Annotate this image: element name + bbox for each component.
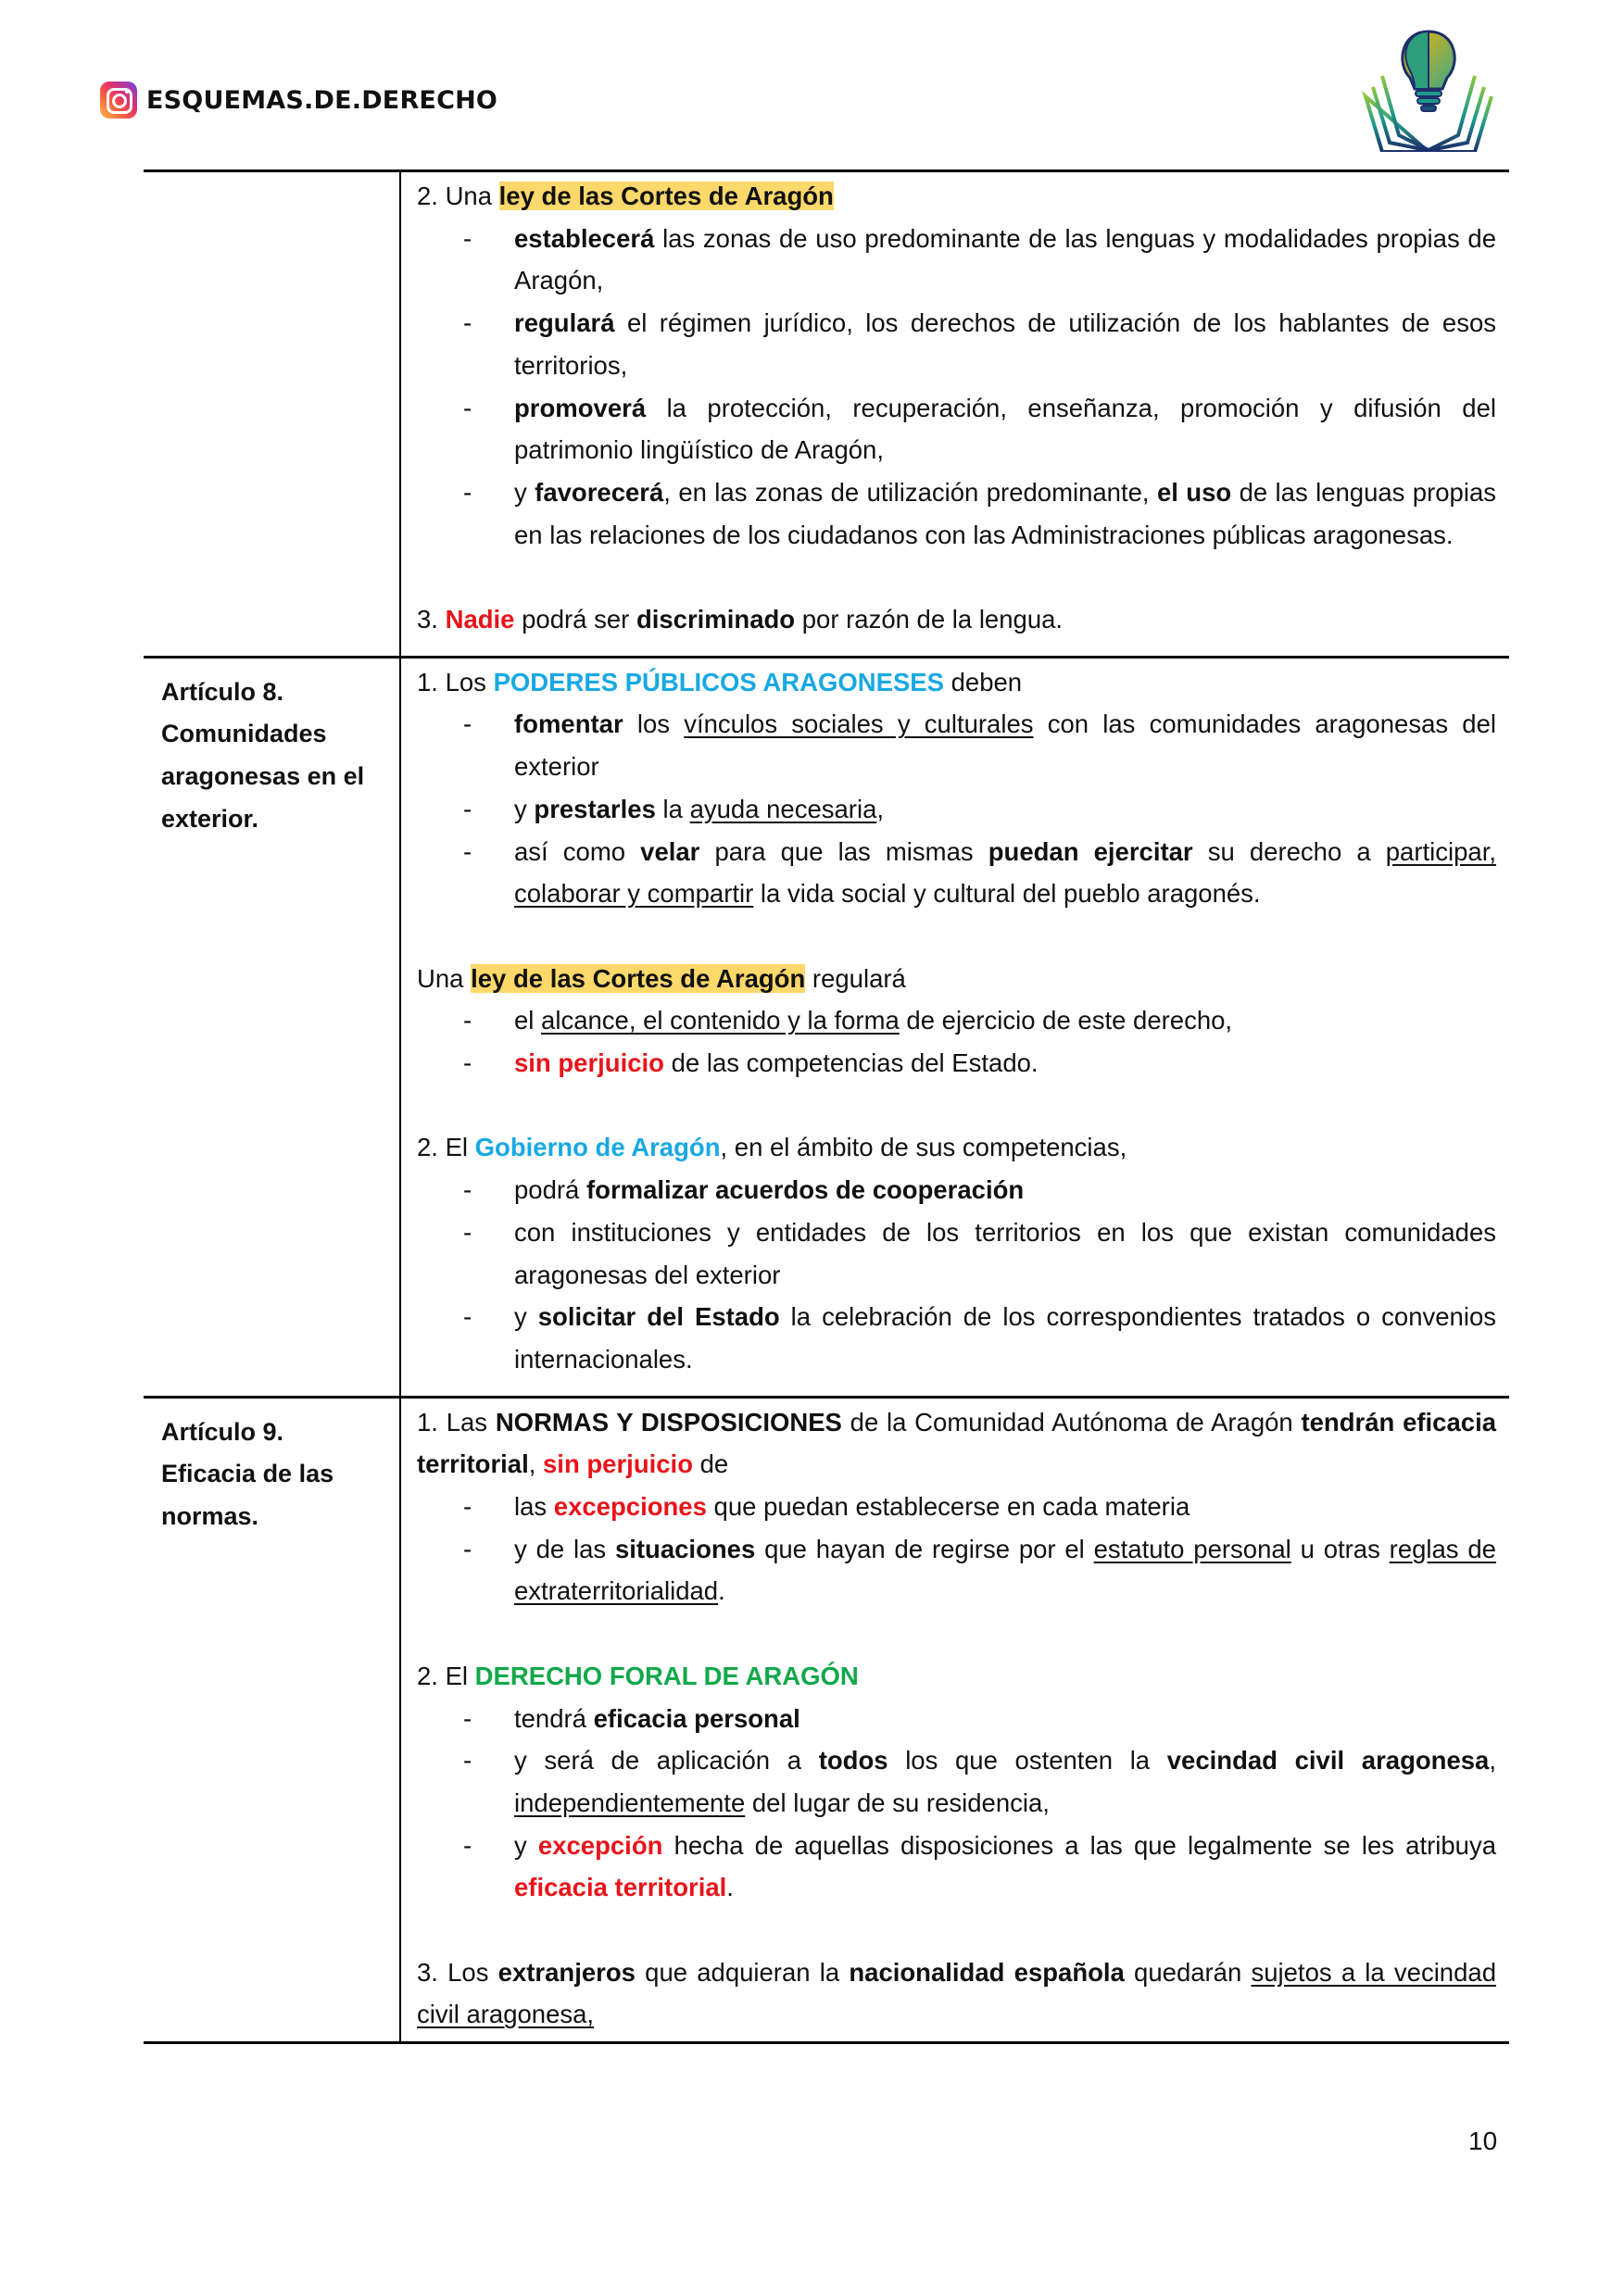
article-title-line: exterior. (161, 804, 259, 833)
paragraph-3: 3. Nadie podrá ser discriminado por razón de la lengua. (417, 605, 1064, 634)
paragraph-2: 2. El DERECHO FORAL DE ARAGÓN (417, 1661, 859, 1690)
list-item: - y prestarles la ayuda necesaria, (463, 794, 885, 823)
list-item: - y favorecerá, en las zonas de utilización predominante, el uso de las lenguas propias en las relaciones de los ciudadanos con las Administraciones públicas aragonesas. (463, 477, 1497, 549)
paragraph-2: 2. El Gobierno de Aragón, en el ámbito de sus competencias, (417, 1133, 1127, 1162)
list-item: - podrá formalizar acuerdos de cooperación (463, 1175, 1025, 1205)
list-item: - tendrá eficacia personal (463, 1703, 800, 1733)
article-content-cell (401, 659, 1509, 1396)
table-row-article-8 (144, 659, 1509, 1399)
list-item: - fomentar los vínculos sociales y culturales con las comunidades aragonesas del exterior (463, 709, 1497, 782)
list-item: - y solicitar del Estado la celebración de los correspondientes tratados o convenios internacionales. (463, 1302, 1496, 1374)
list-item: - regulará el régimen jurídico, los derechos de utilización de los hablantes de esos territorios, (463, 308, 1496, 380)
paragraph-1b: Una ley de las Cortes de Aragón regulará (417, 963, 906, 993)
articles-table (144, 169, 1509, 2044)
paragraph-1: 1. Los PODERES PÚBLICOS ARAGONESES deben (417, 667, 1023, 696)
page-number: 10 (1468, 2127, 1498, 2155)
article-title-cell (144, 659, 401, 1396)
list-item: - y será de aplicación a todos los que ostenten la vecindad civil aragonesa, independientemente del lugar de su residencia, (463, 1746, 1496, 1817)
article-title-line: Artículo 9. (161, 1417, 284, 1446)
article-title-line: Comunidades (161, 720, 327, 748)
list-item: - sin perjuicio de las competencias del Estado. (463, 1048, 1039, 1078)
list-item: - así como velar para que las mismas puedan ejercitar su derecho a participar, colaborar y compartir la vida social y cultural del pueblo aragonés. (463, 836, 1496, 909)
instagram-icon (100, 82, 137, 119)
table-row-article-9 (144, 1399, 1509, 2045)
paragraph-2: 2. Una ley de las Cortes de Aragón (417, 182, 834, 210)
brain-lightbulb-book-logo (1345, 13, 1512, 152)
brand-name: ESQUEMAS.DE.DERECHO (146, 85, 498, 115)
highlight-ley-cortes: ley de las Cortes de Aragón (471, 963, 806, 993)
list-item: - promoverá la protección, recuperación, enseñanza, promoción y difusión del patrimonio lingüístico de Aragón, (463, 393, 1496, 465)
article-title-line: aragonesas en el (161, 762, 365, 791)
table-row-article-7-continued (144, 172, 1509, 659)
article-title-line: Eficacia de las (161, 1460, 334, 1488)
article-title-cell (144, 1399, 401, 2042)
article-title-line: Artículo 8. (161, 677, 284, 706)
list-item: - y de las situaciones que hayan de regirse por el estatuto personal u otras reglas de extraterritorialidad. (463, 1534, 1496, 1606)
brand-header (100, 82, 497, 119)
highlight-ley-cortes: ley de las Cortes de Aragón (498, 182, 834, 210)
list-item: - establecerá las zonas de uso predominante de las lenguas y modalidades propias de Aragón, (463, 223, 1496, 295)
article-title-cell (144, 172, 401, 656)
list-item: - y excepción hecha de aquellas disposiciones a las que legalmente se les atribuya eficacia territorial. (463, 1830, 1496, 1902)
article-content-cell (401, 172, 1509, 656)
paragraph-1: 1. Las NORMAS Y DISPOSICIONES de la Comunidad Autónoma de Aragón tendrán eficacia territorial, sin perjuicio de (417, 1407, 1496, 1479)
paragraph-3: 3. Los extranjeros que adquieran la nacionalidad española quedarán sujetos a la vecindad civil aragonesa, (417, 1957, 1496, 2029)
list-item: - con instituciones y entidades de los territorios en los que existan comunidades aragonesas del exterior (463, 1217, 1496, 1289)
list-item: - las excepciones que puedan establecerse en cada materia (463, 1492, 1190, 1522)
list-item: - el alcance, el contenido y la forma de ejercicio de este derecho, (463, 1006, 1233, 1035)
article-content-cell (401, 1399, 1509, 2042)
article-title-line: normas. (161, 1502, 259, 1531)
